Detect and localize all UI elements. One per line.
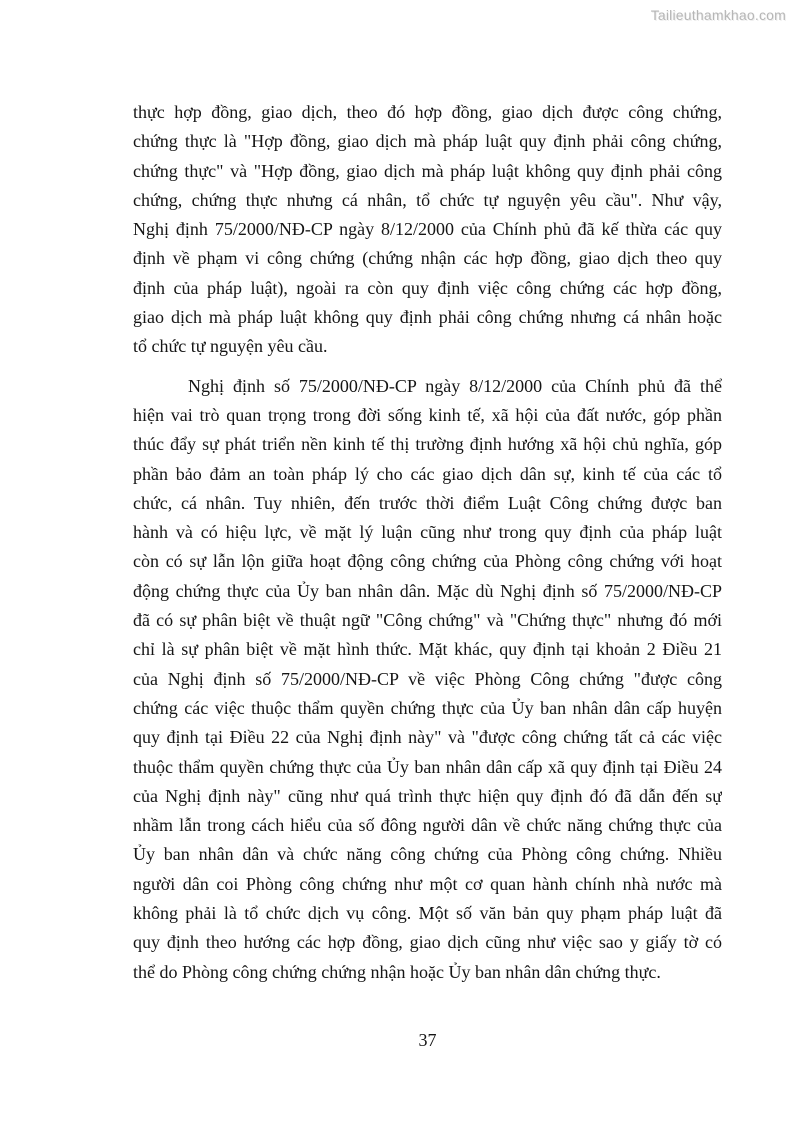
text-line: đã có sự phân biệt về thuật ngữ "Công chứng" và "Chứng thực" nhưng đó mới — [133, 610, 722, 631]
paragraph — [133, 98, 722, 362]
text-line: chỉ là sự phân biệt về mặt hình thức. Mặt khác, quy định tại khoản 2 Điều 21 — [133, 639, 722, 660]
document-body — [133, 98, 722, 987]
text-line: thực hợp đồng, giao dịch, theo đó hợp đồng, giao dịch được công chứng, — [133, 102, 722, 122]
text-line: thể do Phòng công chứng chứng nhận hoặc Ủy ban nhân dân chứng thực. — [133, 961, 661, 982]
text-line: còn có sự lẫn lộn giữa hoạt động công chứng của Phòng công chứng với hoạt — [133, 551, 722, 572]
text-line: thúc đẩy sự phát triển nền kinh tế thị trường định hướng xã hội chủ nghĩa, góp — [133, 434, 722, 455]
text-line: chức, cá nhân. Tuy nhiên, đến trước thời điểm Luật Công chứng được ban — [133, 492, 722, 513]
text-line: hiện vai trò quan trọng trong đời sống kinh tế, xã hội của đất nước, góp phần — [133, 404, 722, 425]
watermark-text: Tailieuthamkhao.com — [650, 7, 786, 23]
text-line: phần bảo đảm an toàn pháp lý cho các giao dịch dân sự, kinh tế của các tổ — [133, 463, 722, 484]
text-line: của Nghị định này" cũng như quá trình thực hiện quy định đó đã dẫn đến sự — [133, 785, 722, 806]
text-line: quy định tại Điều 22 của Nghị định này" và "được công chứng tất cả các việc — [133, 727, 722, 748]
text-line: quy định theo hướng các hợp đồng, giao dịch cũng như việc sao y giấy tờ có — [133, 932, 722, 953]
text-line: chứng, chứng thực nhưng cá nhân, tổ chức tự nguyện yêu cầu". Như vậy, — [133, 189, 722, 210]
text-line: của Nghị định số 75/2000/NĐ-CP về việc Phòng Công chứng "được công — [133, 668, 722, 689]
text-line: định về phạm vi công chứng (chứng nhận các hợp đồng, giao dịch theo quy — [133, 248, 722, 269]
text-line: Ủy ban nhân dân và chức năng công chứng của Phòng công chứng. Nhiều — [133, 844, 722, 865]
text-line: định của pháp luật), ngoài ra còn quy định việc công chứng các hợp đồng, — [133, 277, 722, 298]
page-number: 37 — [418, 1030, 437, 1050]
text-line: thuộc thẩm quyền chứng thực của Ủy ban nhân dân cấp xã quy định tại Điều 24 — [133, 756, 722, 777]
text-line: Nghị định số 75/2000/NĐ-CP ngày 8/12/2000 của Chính phủ đã thể — [188, 375, 722, 396]
text-line: người dân coi Phòng công chứng như một cơ quan hành chính nhà nước mà — [133, 873, 722, 894]
text-line: động chứng thực của Ủy ban nhân dân. Mặc dù Nghị định số 75/2000/NĐ-CP — [133, 580, 722, 601]
text-line: giao dịch mà pháp luật không quy định phải công chứng nhưng cá nhân hoặc — [133, 307, 722, 328]
text-line: không phải là tổ chức dịch vụ công. Một số văn bản quy phạm pháp luật đã — [133, 903, 722, 924]
text-line: nhầm lẫn trong cách hiểu của số đông người dân về chức năng chứng thực của — [133, 815, 722, 836]
text-line: tổ chức tự nguyện yêu cầu. — [133, 336, 328, 357]
paragraph — [133, 372, 722, 987]
text-line: chứng các việc thuộc thẩm quyền chứng thực của Ủy ban nhân dân cấp huyện — [133, 697, 722, 718]
text-line: Nghị định 75/2000/NĐ-CP ngày 8/12/2000 của Chính phủ đã kế thừa các quy — [133, 219, 722, 240]
text-line: hành và có hiệu lực, về mặt lý luận cũng như trong quy định của pháp luật — [133, 522, 722, 543]
text-line: chứng thực là "Hợp đồng, giao dịch mà pháp luật quy định phải công chứng, — [133, 131, 722, 152]
text-line: chứng thực" và "Hợp đồng, giao dịch mà pháp luật không quy định phải công — [133, 160, 722, 181]
